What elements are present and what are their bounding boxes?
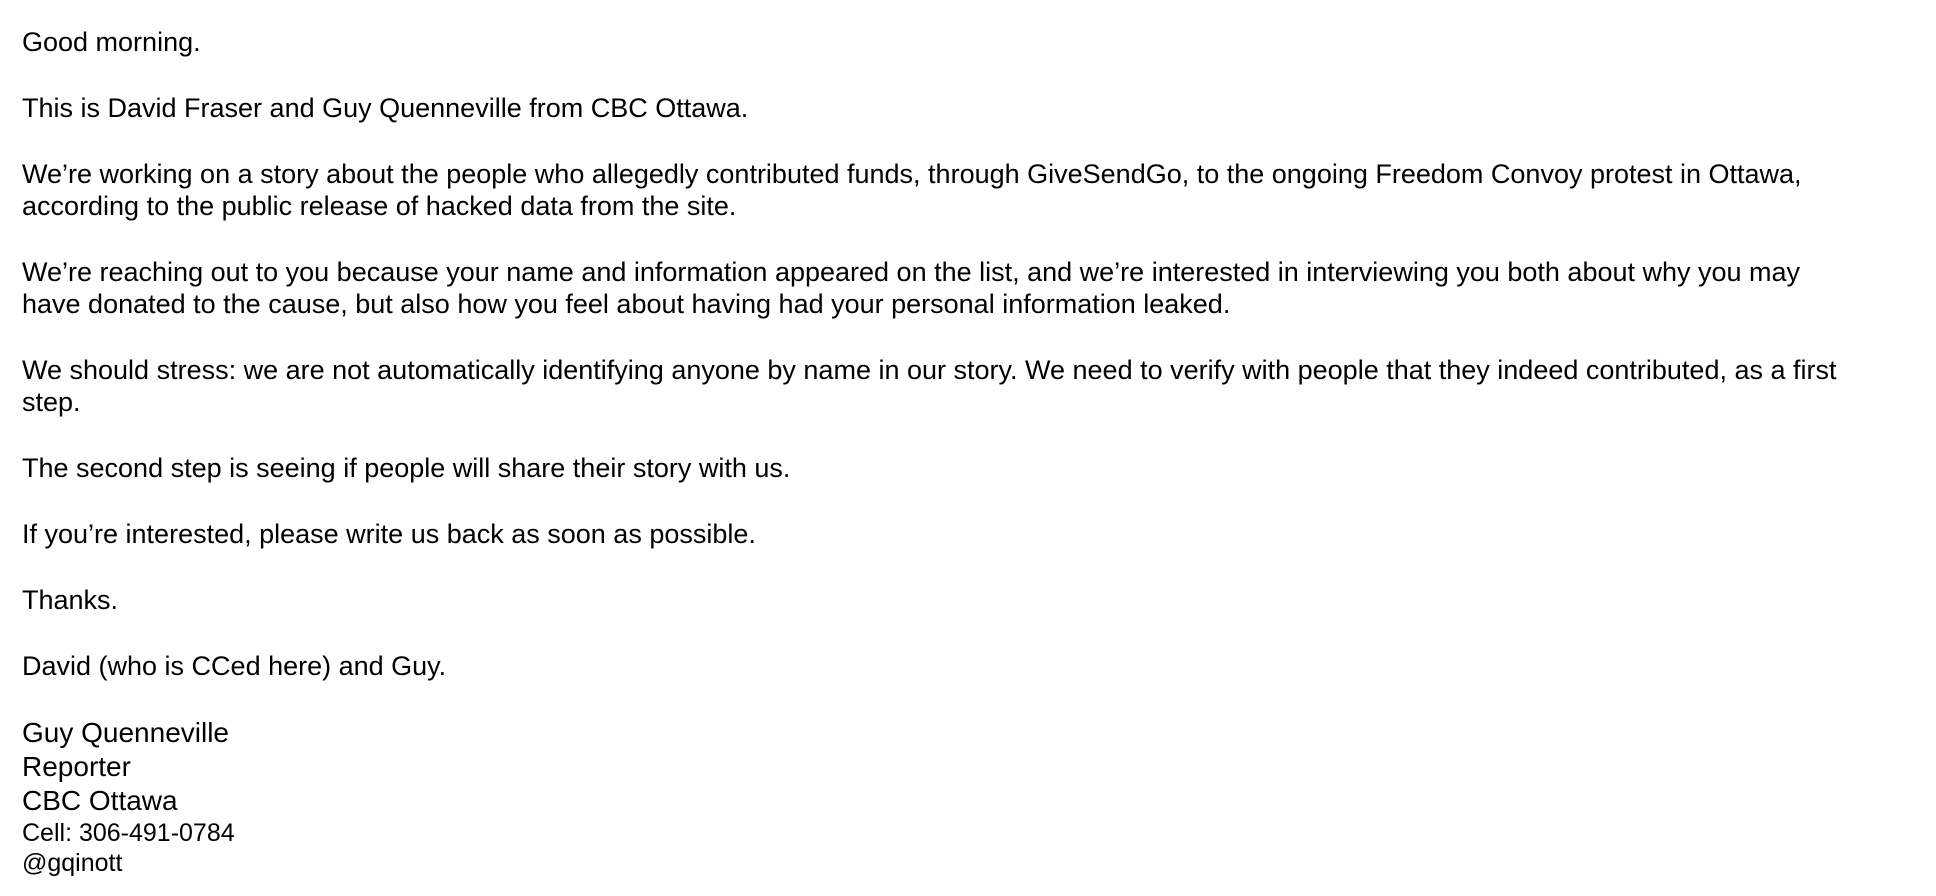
email-paragraph xyxy=(22,256,1836,320)
email-paragraph xyxy=(22,92,1836,124)
paragraph-line: David (who is CCed here) and Guy. xyxy=(22,651,447,681)
paragraph-line: The second step is seeing if people will share their story with us. xyxy=(22,453,791,483)
paragraph-line: We’re working on a story about the people who allegedly contributed funds, through GiveSendGo, to the ongoing Freedom Convoy protest in Ottawa, xyxy=(22,159,1802,189)
email-paragraph xyxy=(22,26,1836,58)
email-paragraph xyxy=(22,518,1836,550)
paragraph-line: have donated to the cause, but also how you feel about having had your personal information leaked. xyxy=(22,289,1231,319)
email-paragraph xyxy=(22,584,1836,616)
paragraph-line: This is David Fraser and Guy Quenneville from CBC Ottawa. xyxy=(22,93,749,123)
email-paragraph xyxy=(22,354,1836,418)
signature-cell: Cell: 306-491-0784 xyxy=(22,819,235,847)
paragraph-line: We’re reaching out to you because your name and information appeared on the list, and we’re interested in interviewing you both about why you may xyxy=(22,257,1801,287)
paragraph-line: Good morning. xyxy=(22,27,201,57)
email-paragraph xyxy=(22,452,1836,484)
signature-handle[interactable]: @gqinott xyxy=(22,849,123,877)
email-paragraphs xyxy=(22,26,1836,682)
paragraph-line: If you’re interested, please write us back as soon as possible. xyxy=(22,519,756,549)
signature-title: Reporter xyxy=(22,751,131,782)
email-paragraph xyxy=(22,158,1836,222)
email-body xyxy=(22,26,1836,878)
paragraph-line: according to the public release of hacked data from the site. xyxy=(22,191,737,221)
paragraph-line: Thanks. xyxy=(22,585,119,615)
signature-name: Guy Quenneville xyxy=(22,717,230,748)
email-paragraph xyxy=(22,650,1836,682)
signature-organization: CBC Ottawa xyxy=(22,785,178,816)
email-signature xyxy=(22,716,1836,878)
paragraph-line: We should stress: we are not automatically identifying anyone by name in our story. We need to verify with people that they indeed contributed, as a first xyxy=(22,355,1837,385)
paragraph-line: step. xyxy=(22,387,81,417)
